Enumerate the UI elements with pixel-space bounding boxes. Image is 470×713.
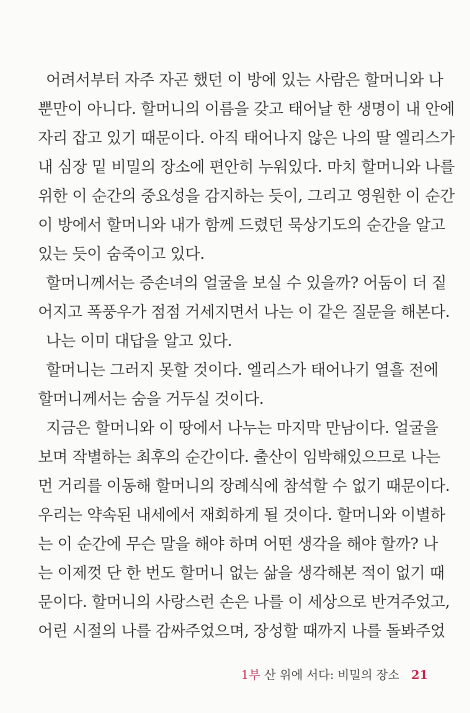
chapter-label: 1부 (241, 668, 261, 682)
text-line: 어린 시절의 나를 감싸주었으며, 장성할 때까지 나를 돌봐주었 (38, 622, 446, 640)
text-line: 내 심장 밑 비밀의 장소에 편안히 누워있다. 마치 할머니와 나를 (38, 158, 455, 176)
text-line: 는 이제껏 단 한 번도 할머니 없는 삶을 생각해본 적이 없기 때 (38, 564, 445, 582)
text-line: 문이다. 할머니의 사랑스런 손은 나를 이 세상으로 반겨주었고, (38, 593, 450, 611)
text-line: 먼 거리를 이동해 할머니의 장례식에 참석할 수 없기 때문이다. (38, 477, 450, 495)
text-line: 나는 이미 대답을 알고 있다. (46, 332, 233, 350)
text-line: 있는 듯이 숨죽이고 있다. (38, 245, 205, 263)
text-line: 할머니께서는 증손녀의 얼굴을 보실 수 있을까? 어둠이 더 짙 (46, 274, 447, 292)
text-line: 자리 잡고 있기 때문이다. 아직 태어나지 않은 나의 딸 엘리스가 (38, 129, 455, 147)
chapter-title: 산 위에 서다: 비밀의 장소 (264, 668, 400, 682)
text-line: 보며 작별하는 최후의 순간이다. 출산이 임박해있으므로 나는 (38, 448, 441, 466)
text-line: 뿐만이 아니다. 할머니의 이름을 갖고 태어날 한 생명이 내 안에 (38, 100, 455, 118)
running-footer (241, 666, 428, 683)
text-line: 이 방에서 할머니와 내가 함께 드렸던 묵상기도의 순간을 알고 (38, 216, 446, 234)
page-number: 21 (411, 668, 428, 682)
text-line: 우리는 약속된 내세에서 재회하게 될 것이다. 할머니와 이별하 (38, 506, 446, 524)
text-line: 지금은 할머니와 이 땅에서 나누는 마지막 만남이다. 얼굴을 (46, 419, 439, 437)
text-line: 는 이 순간에 무슨 말을 해야 하며 어떤 생각을 해야 할까? 나 (38, 535, 438, 553)
body-text (38, 66, 455, 646)
text-line: 할머니는 그러지 못할 것이다. 엘리스가 태어나기 열흘 전에 (46, 361, 439, 379)
text-line: 어려서부터 자주 자곤 했던 이 방에 있는 사람은 할머니와 나 (46, 71, 444, 89)
text-line: 위한 이 순간의 중요성을 감지하는 듯이, 그리고 영원한 이 순간 (38, 187, 455, 205)
text-line: 할머니께서는 숨을 거두실 것이다. (38, 390, 264, 408)
text-line: 어지고 폭풍우가 점점 거세지면서 나는 이 같은 질문을 해본다. (38, 303, 450, 321)
